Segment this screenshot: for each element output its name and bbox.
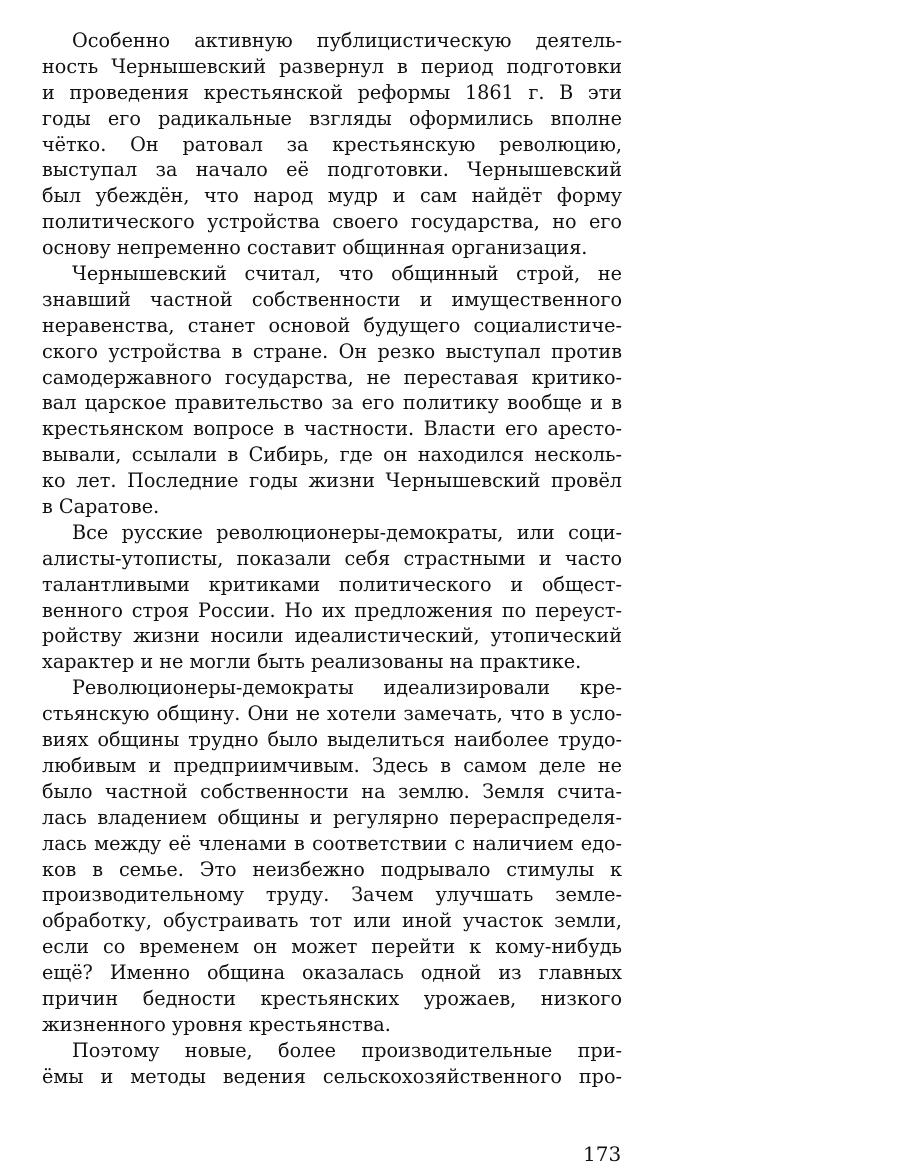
text-line: ройству жизни носили идеалистический, утопический	[42, 624, 622, 648]
paragraph-2	[42, 261, 622, 520]
paragraph-1	[42, 28, 622, 261]
text-line: Поэтому новые, более производительные при-	[72, 1038, 622, 1062]
paragraph-5	[42, 1038, 622, 1090]
text-line: производительному труду. Зачем улучшать земле-	[42, 883, 622, 907]
text-line: знавший частной собственности и имущественного	[42, 287, 622, 311]
text-line: виях общины трудно было выделиться наиболее трудо-	[42, 728, 622, 752]
text-line: Все русские революционеры-демократы, или соци-	[72, 520, 622, 544]
text-line: был убеждён, что народ мудр и сам найдёт форму	[42, 184, 622, 208]
paragraph-3	[42, 520, 622, 675]
paragraph-4	[42, 675, 622, 1037]
text-line: ко лет. Последние годы жизни Чернышевский провёл	[42, 469, 622, 493]
text-line: венного строя России. Но их предложения по переуст-	[42, 598, 622, 622]
text-line: вал царское правительство за его политику вообще и в	[42, 391, 622, 415]
page-number: 173	[583, 1142, 622, 1166]
text-line: ещё? Именно община оказалась одной из главных	[42, 961, 622, 985]
text-line: обработку, обустраивать тот или иной участок земли,	[42, 909, 622, 933]
text-line: талантливыми критиками политического и общест-	[42, 572, 622, 596]
text-line: чётко. Он ратовал за крестьянскую революцию,	[42, 132, 622, 156]
text-line: выступал за начало её подготовки. Чернышевский	[42, 158, 622, 182]
text-line: политического устройства своего государства, но его	[42, 210, 622, 234]
text-line: ков в семье. Это неизбежно подрывало стимулы к	[42, 857, 622, 881]
text-line: неравенства, станет основой будущего социалистиче-	[42, 313, 622, 337]
body-text	[42, 28, 622, 1090]
text-line: лась владением общины и регулярно перераспределя-	[42, 805, 622, 829]
text-line: стьянскую общину. Они не хотели замечать, что в усло-	[42, 702, 622, 726]
text-line: самодержавного государства, не переставая критико-	[42, 365, 622, 389]
text-line: жизненного уровня крестьянства.	[42, 1012, 391, 1036]
text-line: любивым и предприимчивым. Здесь в самом деле не	[42, 753, 622, 777]
text-line: ёмы и методы ведения сельскохозяйственного про-	[42, 1064, 622, 1088]
text-line: было частной собственности на землю. Земля счита-	[42, 779, 622, 803]
text-line: Чернышевский считал, что общинный строй, не	[72, 262, 622, 286]
text-line: вывали, ссылали в Сибирь, где он находился несколь-	[42, 443, 622, 467]
text-line: характер и не могли быть реализованы на практике.	[42, 650, 582, 674]
text-line: основу непременно составит общинная организация.	[42, 236, 588, 260]
text-line: Особенно активную публицистическую деятель-	[72, 29, 622, 52]
text-line: причин бедности крестьянских урожаев, низкого	[42, 986, 622, 1010]
text-line: Революционеры-демократы идеализировали кре-	[72, 676, 622, 700]
text-line: если со временем он может перейти к кому-нибудь	[42, 935, 622, 959]
text-line: годы его радикальные взгляды оформились вполне	[42, 106, 622, 130]
text-line: крестьянском вопросе в частности. Власти его аресто-	[42, 417, 622, 441]
text-line: ского устройства в стране. Он резко выступал против	[42, 339, 622, 363]
text-line: и проведения крестьянской реформы 1861 г. В эти	[42, 80, 622, 104]
text-line: алисты-утописты, показали себя страстными и часто	[42, 546, 622, 570]
text-line: в Саратове.	[42, 495, 160, 519]
text-line: ность Чернышевский развернул в период подготовки	[42, 54, 622, 78]
text-line: лась между её членами в соответствии с наличием едо-	[42, 831, 622, 855]
